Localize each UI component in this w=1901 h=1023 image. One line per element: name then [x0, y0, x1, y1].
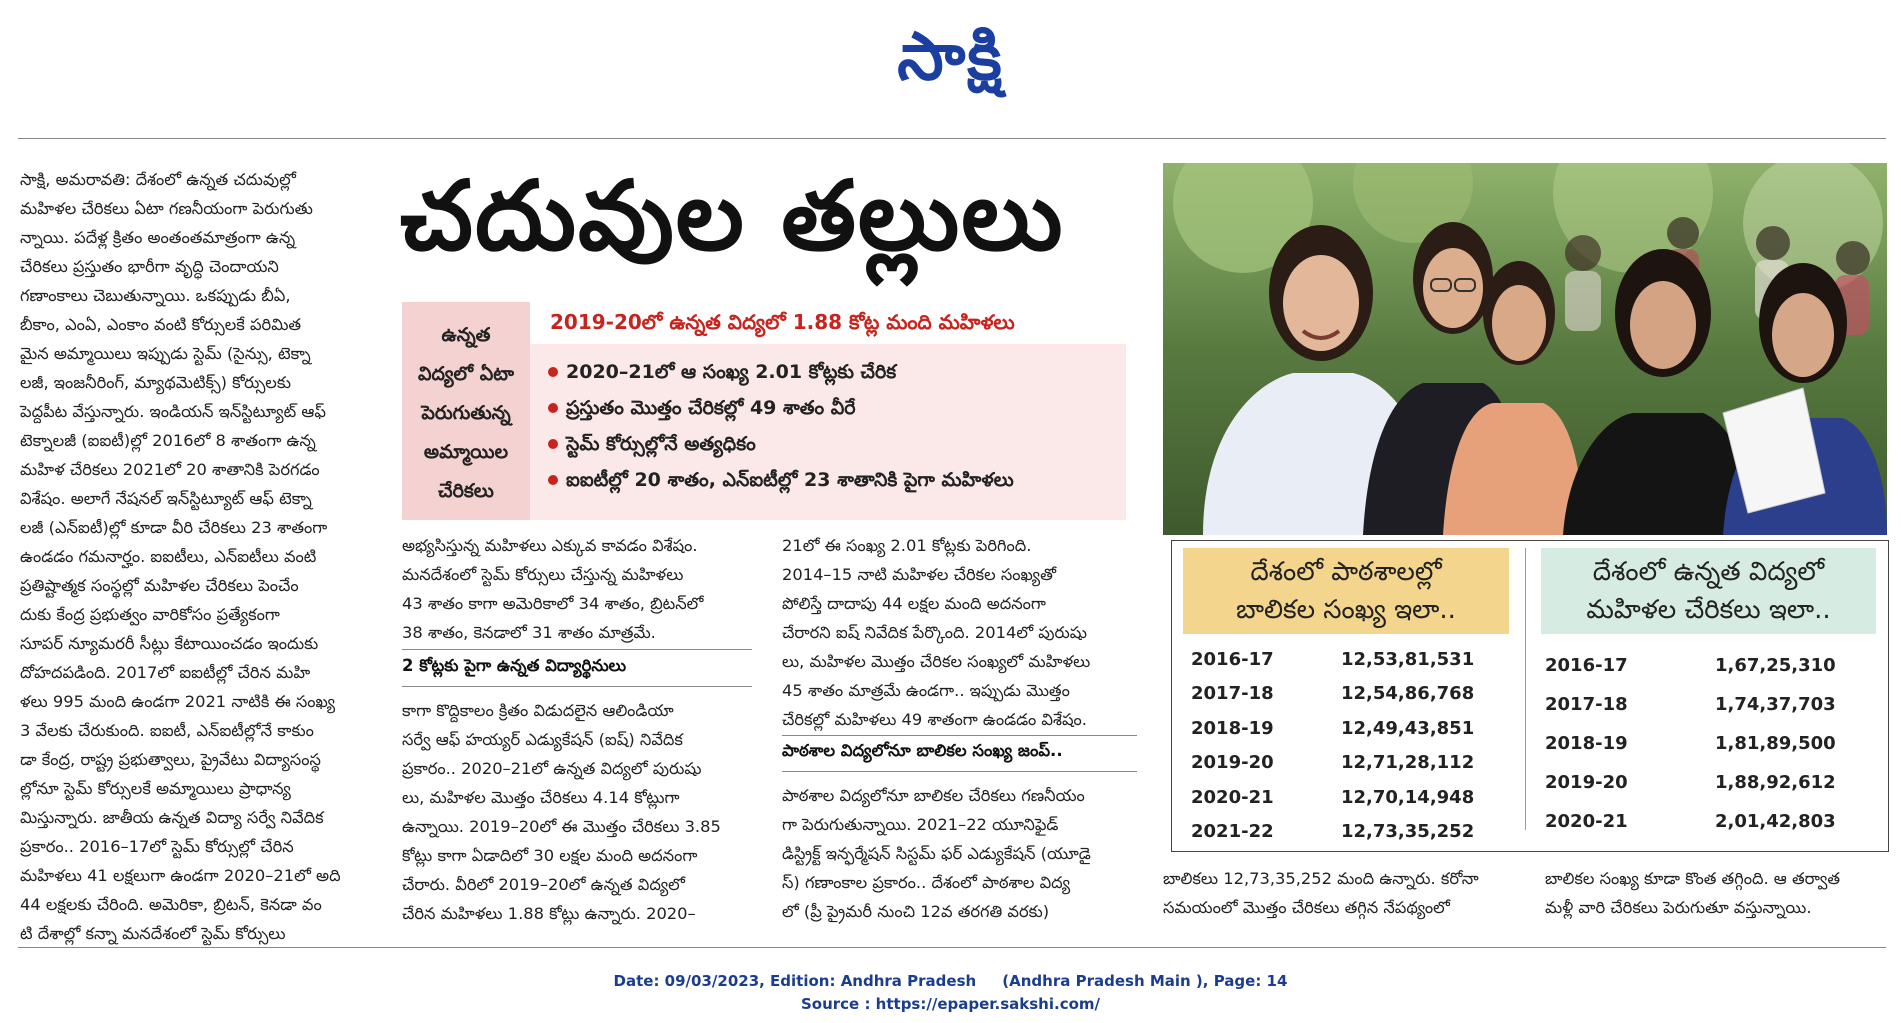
footer — [0, 970, 1901, 1016]
info-box-title-text: 2019-20లో ఉన్నత విద్యలో 1.88 కోట్ల మంది మహిళలు — [550, 310, 1015, 334]
table-row — [1191, 815, 1509, 850]
table-row — [1191, 677, 1509, 712]
table-row — [1191, 746, 1509, 781]
table-year: 2019-20 — [1191, 752, 1274, 774]
headline: చదువుల తల్లులు — [400, 160, 1065, 272]
table-year: 2018-19 — [1545, 733, 1628, 754]
table-value: 1,88,92,612 — [1715, 772, 1836, 793]
school-table-rows — [1183, 642, 1509, 849]
article-column-5: బాలికల సంఖ్య కూడా కొంత తగ్గింది. ఆ తర్వాత మళ్లీ వారి చేరికలు పెరుగుతూ వస్తున్నాయి. — [1545, 869, 1841, 917]
article-column-2-bottom: కాగా కొద్దికాలం క్రితం విడుదలైన ఆలిండియా సర్వే ఆఫ్ హయ్యర్ ఎడ్యుకేషన్ (ఐష్) నివేదిక ప్రకారం.. 2020–21లో ఉన్నత విద్యలో పురుషు లు, మహిళల మొత్తం చేరికలు 4.14 కోట్లుగా ఉన్నాయి. 2019–20లో ఈ మొత్తం చేరికలు 3.85 కోట్లు కాగా ఏడాదిలో 30 లక్షల మంది అదనంగా చేరారు. వీరిలో 2019–20లో ఉన్నత విద్యలో చేరిన మహిళలు 1.88 కోట్లు ఉన్నారు. 2020– — [402, 701, 721, 923]
students-photo — [1163, 163, 1887, 535]
table-row — [1545, 685, 1876, 724]
table-value: 12,73,35,252 — [1341, 821, 1475, 843]
article-column-1: సాక్షి, అమరావతి: దేశంలో ఉన్నత చదువుల్లో మహిళల చేరికలు ఏటా గణనీయంగా పెరుగుతు న్నాయి. పదేళ్ల క్రితం అంతంతమాత్రంగా ఉన్న చేరికలు ప్రస్తుతం భారీగా వృద్ధి చెందాయని గణాంకాలు చెబుతున్నాయి. ఒకప్పుడు బీఏ, బీకాం, ఎంఏ, ఎంకాం వంటి కోర్సులకే పరిమిత మైన అమ్మాయిలు ఇప్పుడు స్టెమ్ (సైన్సు, టెక్నా లజీ, ఇంజనీరింగ్, మ్యాథమెటిక్స్) కోర్సులకు పెద్దపీట వేస్తున్నారు. ఇండియన్ ఇన్‌స్టిట్యూట్ ఆఫ్ టెక్నాలజీ (ఐఐటీ)ల్లో 2016లో 8 శాతంగా ఉన్న మహిళ చేరికలు 2021లో 20 శాతానికి పెరగడం విశేషం. అలాగే నేషనల్ ఇన్‌స్టిట్యూట్ ఆఫ్ టెక్నా లజీ (ఎన్ఐటీ)ల్లో కూడా వీరి చేరికలు 23 శాతంగా ఉండడం గమనార్హం. ఐఐటీలు, ఎన్ఐటీలు వంటి ప్రతిష్టాత్మక సంస్థల్లో మహిళల చేరికలు పెంచేం దుకు కేంద్ర ప్రభుత్వం వారికోసం ప్రత్యేకంగా సూపర్ న్యూమరరీ సీట్లు కేటాయించడం ఇందుకు దోహదపడింది. 2017లో ఐఐటీల్లో చేరిన మహి ళలు 995 మంది ఉండగా 2021 నాటికి ఈ సంఖ్య 3 వేలకు చేరుకుంది. ఐఐటీ, ఎన్ఐటీల్లోనే కాకుం డా కేంద్ర, రాష్ట్ర ప్రభుత్వాలు, ప్రైవేటు విద్యాసంస్థ ల్లోనూ స్టెమ్ కోర్సులకే అమ్మాయిలు ప్రాధాన్య మిస్తున్నారు. జాతీయ ఉన్నత విద్యా సర్వే నివేదిక ప్రకారం.. 2016–17లో స్టెమ్ కోర్సుల్లో చేరిన మహిళలు 41 లక్షలుగా ఉండగా 2020–21లో అది 44 లక్షలకు చేరింది. అమెరికా, బ్రిటన్, కెనడా వం టి దేశాల్లో కన్నా మనదేశంలో స్టెమ్ కోర్సులు — [20, 170, 341, 943]
table-row — [1545, 646, 1876, 685]
info-box-title — [530, 302, 1126, 344]
side-box — [402, 302, 530, 520]
info-bullet-list — [548, 354, 1118, 498]
bullet-dot-icon — [548, 403, 558, 413]
side-box-text: ఉన్నత విద్యలో ఏటా పెరుగుతున్న అమ్మాయిల చేరికలు — [418, 324, 514, 502]
table-row — [1191, 711, 1509, 746]
info-bullet: ఐఐటీల్లో 20 శాతం, ఎన్ఐటీల్లో 23 శాతానికి పైగా మహిళలు — [548, 462, 1118, 498]
table-year: 2016-17 — [1545, 655, 1628, 676]
table-row — [1545, 724, 1876, 763]
table-value: 12,71,28,112 — [1341, 752, 1475, 774]
table-row — [1191, 642, 1509, 677]
table-year: 2016-17 — [1191, 648, 1274, 670]
bullet-dot-icon — [548, 475, 558, 485]
table-year: 2018-19 — [1191, 717, 1274, 739]
table-value: 2,01,42,803 — [1715, 811, 1836, 832]
table-value: 12,49,43,851 — [1341, 717, 1475, 739]
higher-table-title: దేశంలో ఉన్నత విద్యలో మహిళల చేరికలు ఇలా.. — [1541, 548, 1876, 634]
table-row — [1545, 802, 1876, 841]
article-column-3-top: 21లో ఈ సంఖ్య 2.01 కోట్లకు పెరిగింది. 2014–15 నాటి మహిళల చేరికల సంఖ్యతో పోలిస్తే దాదాపు 44 లక్షల మంది అదనంగా చేరారని ఐష్ నివేదిక పేర్కొంది. 2014లో పురుషు లు, మహిళల మొత్తం చేరికల సంఖ్యలో మహిళలు 45 శాతం మాత్రమే ఉండగా.. ఇప్పుడు మొత్తం చేరికల్లో మహిళలు 49 శాతంగా ఉండడం విశేషం. — [782, 536, 1091, 729]
higher-table-rows — [1541, 646, 1876, 841]
table-value: 12,53,81,531 — [1341, 648, 1475, 670]
article-column-2-top: అభ్యసిస్తున్న మహిళలు ఎక్కువ కావడం విశేషం. మనదేశంలో స్టెమ్ కోర్సులు చేస్తున్న మహిళలు 43 శాతం కాగా అమెరికాలో 34 శాతం, బ్రిటన్‌లో 38 శాతం, కెనడాలో 31 శాతం మాత్రమే. — [402, 536, 704, 642]
table-separator — [1525, 548, 1526, 830]
info-bullet: స్టెమ్ కోర్సుల్లోనే అత్యధికం — [548, 426, 1118, 462]
table-year: 2017-18 — [1191, 683, 1274, 705]
info-bullet: ప్రస్తుతం మొత్తం చేరికల్లో 49 శాతం వీరే — [548, 390, 1118, 426]
table-year: 2021-22 — [1191, 821, 1274, 843]
top-divider — [18, 138, 1886, 139]
bottom-divider — [18, 947, 1886, 948]
table-row — [1545, 763, 1876, 802]
school-table-title: దేశంలో పాఠశాలల్లో బాలికల సంఖ్య ఇలా.. — [1183, 548, 1509, 634]
article-column-4: బాలికలు 12,73,35,252 మంది ఉన్నారు. కరోనా సమయంలో మొత్తం చేరికలు తగ్గిన నేపథ్యంలో — [1163, 869, 1479, 917]
footer-edition-info: Date: 09/03/2023, Edition: Andhra Pradesh (Andhra Pradesh Main ), Page: 14 — [613, 972, 1288, 990]
table-year: 2020-21 — [1545, 811, 1628, 832]
column-rule — [782, 771, 1137, 772]
table-value: 12,54,86,768 — [1341, 683, 1475, 705]
table-row — [1191, 780, 1509, 815]
table-value: 1,81,89,500 — [1715, 733, 1836, 754]
students-photo-illustration — [1163, 163, 1887, 535]
table-year: 2020-21 — [1191, 786, 1274, 808]
info-bullet: 2020–21లో ఆ సంఖ్య 2.01 కోట్లకు చేరిక — [548, 354, 1118, 390]
column-rule — [402, 686, 752, 687]
bullet-dot-icon — [548, 367, 558, 377]
masthead-logo: సాక్షి — [897, 18, 1004, 95]
table-value: 1,67,25,310 — [1715, 655, 1836, 676]
bullet-dot-icon — [548, 439, 558, 449]
footer-source-link[interactable]: Source : https://epaper.sakshi.com/ — [800, 995, 1100, 1013]
table-year: 2017-18 — [1545, 694, 1628, 715]
table-year: 2019-20 — [1545, 772, 1628, 793]
column-rule — [402, 649, 752, 650]
subheading-higher-education: 2 కోట్లకు పైగా ఉన్నత విద్యార్థినులు — [402, 656, 627, 675]
higher-education-table — [1541, 548, 1876, 841]
school-girls-table — [1183, 548, 1509, 849]
table-value: 1,74,37,703 — [1715, 694, 1836, 715]
table-value: 12,70,14,948 — [1341, 786, 1475, 808]
article-column-3-bottom: పాఠశాల విద్యలోనూ బాలికల చేరికలు గణనీయం గా పెరుగుతున్నాయి. 2021–22 యూనిఫైడ్ డిస్ట్రిక్ట్ ఇన్ఫర్మేషన్ సిస్టమ్ ఫర్ ఎడ్యుకేషన్ (యూడై స్) గణాంకాల ప్రకారం.. దేశంలో పాఠశాల విద్య లో (ప్రీ ప్రైమరీ నుంచి 12వ తరగతి వరకు) — [782, 786, 1091, 921]
column-rule — [782, 735, 1137, 736]
subheading-school-education: పాఠశాల విద్యలోనూ బాలికల సంఖ్య జంప్.. — [782, 741, 1063, 760]
